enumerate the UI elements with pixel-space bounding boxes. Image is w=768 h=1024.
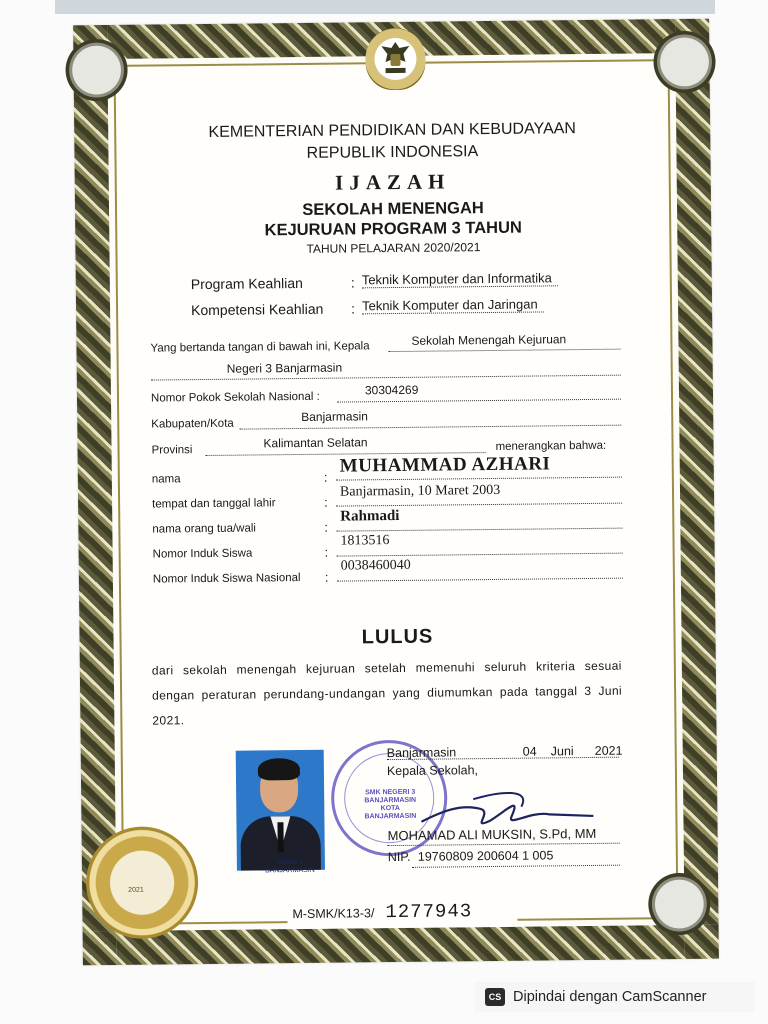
signer-nip-label: NIP. (387, 849, 411, 865)
parent-label: nama orang tua/wali (152, 522, 256, 536)
student-photo (236, 750, 325, 871)
sign-month: Juni (550, 744, 574, 759)
regency-label: Kabupaten/Kota (151, 417, 234, 431)
school-type-line-1: SEKOLAH MENENGAH (302, 199, 484, 219)
parent-value: Rahmadi (340, 507, 400, 525)
nisn-colon: : (324, 569, 329, 585)
serial-number: 1277943 (385, 900, 473, 924)
npsn-label: Nomor Pokok Sekolah Nasional : (150, 390, 320, 405)
parent-colon: : (324, 519, 329, 535)
graduation-statement: dari sekolah menengah kejuruan setelah memenuhi seluruh kriteria sesuai dengan peraturan perundang-undangan yang diumumkan pada tanggal 3 Juni 2021. (151, 658, 623, 728)
camscanner-watermark (475, 982, 755, 1012)
signer-title: Kepala Sekolah, (386, 763, 479, 779)
camscanner-icon: CS (485, 988, 505, 1006)
nis-label: Nomor Induk Siswa (152, 547, 253, 561)
student-name-colon: : (323, 469, 328, 485)
ministry-name: KEMENTERIAN PENDIDIKAN DAN KEBUDAYAAN (208, 120, 577, 141)
nis-value: 1813516 (340, 533, 390, 549)
certificate-sheet (73, 19, 719, 966)
declares-text: menerangkan bahwa: (495, 439, 607, 453)
signer-nip: 19760809 200604 1 005 (417, 848, 554, 864)
sign-day: 04 (522, 744, 537, 759)
province-label: Provinsi (151, 444, 193, 457)
school-type-line-2: KEJURUAN PROGRAM 3 TAHUN (264, 218, 522, 240)
serial-prefix: M-SMK/K13-3/ (292, 906, 375, 922)
npsn-value: 30304269 (364, 382, 419, 398)
program-label: Program Keahlian (190, 274, 303, 293)
certificate-content (73, 19, 719, 966)
school-name-dotline-2 (151, 362, 621, 381)
document-title: IJAZAH (334, 169, 451, 195)
gold-seal-year: 2021 (128, 886, 144, 894)
nisn-value: 0038460040 (340, 557, 411, 574)
birth-value: Banjarmasin, 10 Maret 2003 (339, 482, 501, 500)
photo-stamp-text: SMKN 3 BANJARMASIN (265, 858, 315, 875)
competency-value: Teknik Komputer dan Jaringan (362, 296, 544, 314)
signer-nip-dotline (412, 852, 620, 868)
student-name-label: nama (151, 473, 181, 486)
competency-colon: : (350, 300, 356, 317)
academic-year: TAHUN PELAJARAN 2020/2021 (306, 240, 481, 256)
scan-edge-strip (55, 0, 715, 14)
nisn-label: Nomor Induk Siswa Nasional (152, 572, 301, 586)
school-stamp-text: SMK NEGERI 3 BANJARMASIN KOTA BANJARMASIN (364, 788, 417, 821)
school-name-part-1: Sekolah Menengah Kejuruan (411, 332, 567, 348)
sign-year: 2021 (594, 743, 623, 758)
camscanner-text: Dipindai dengan CamScanner (513, 989, 707, 1005)
republic-name: REPUBLIK INDONESIA (306, 143, 479, 162)
school-name-part-2: Negeri 3 Banjarmasin (226, 360, 343, 376)
regency-value: Banjarmasin (301, 409, 368, 424)
birth-colon: : (324, 494, 328, 510)
signer-name: MOHAMAD ALI MUKSIN, S.Pd, MM (387, 825, 597, 844)
program-value: Teknik Komputer dan Informatika (362, 270, 558, 288)
signer-name-dotline (388, 830, 620, 846)
birth-label: tempat dan tanggal lahir (152, 497, 276, 511)
regency-dotline (239, 412, 621, 430)
sign-date-dotline (387, 744, 619, 760)
province-value: Kalimantan Selatan (263, 435, 368, 451)
nis-colon: : (324, 544, 329, 560)
signer-intro-label: Yang bertanda tangan di bawah ini, Kepala (150, 340, 370, 355)
sign-city: Banjarmasin (386, 745, 457, 761)
student-name: MUHAMMAD AZHARI (339, 453, 551, 477)
competency-label: Kompetensi Keahlian (191, 300, 324, 319)
program-colon: : (350, 274, 355, 291)
graduation-status: LULUS (361, 625, 434, 649)
